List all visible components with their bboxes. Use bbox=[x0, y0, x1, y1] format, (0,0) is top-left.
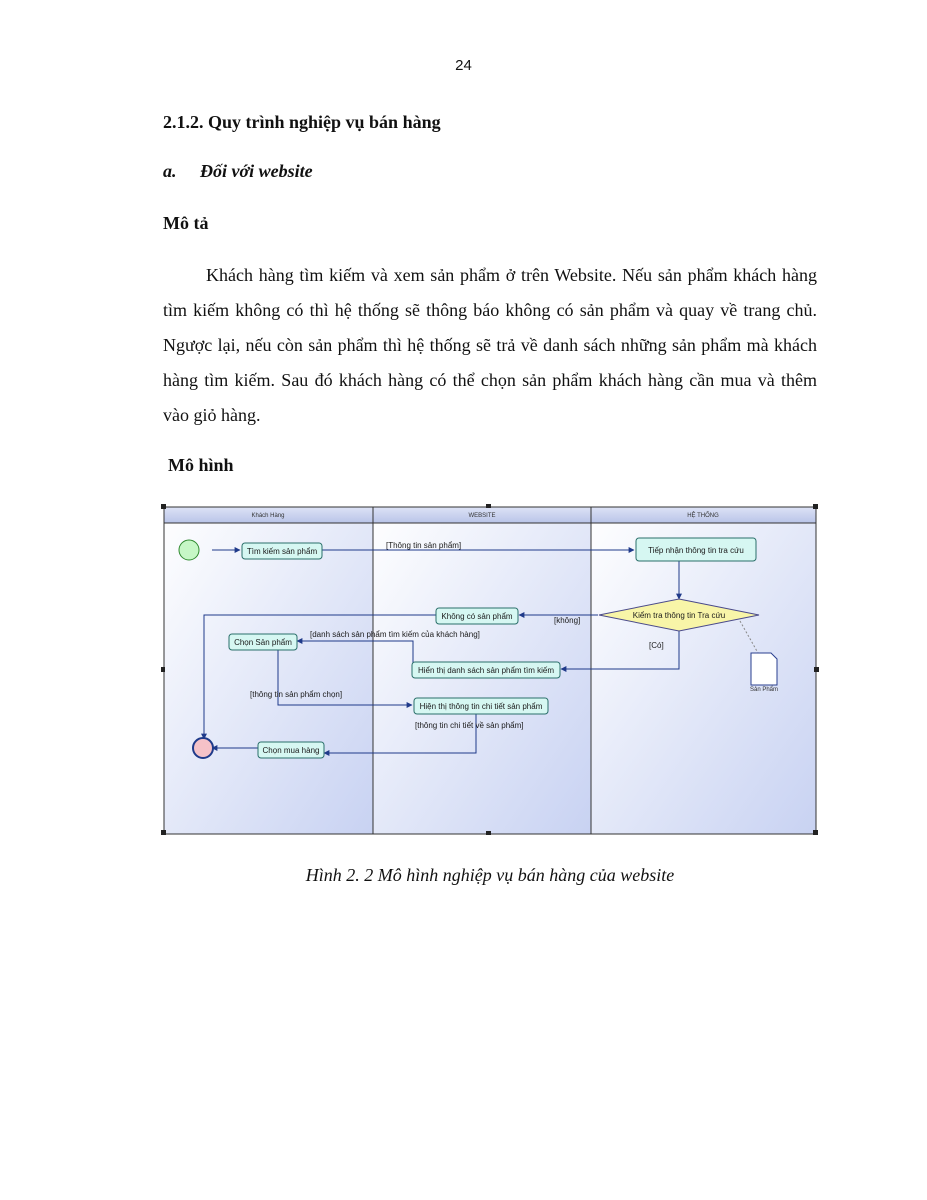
flow-label-chosen-info: [thông tin sản phẩm chọn] bbox=[250, 690, 343, 699]
section-heading: 2.1.2. Quy trình nghiệp vụ bán hàng bbox=[163, 112, 441, 132]
subsection-label: a. bbox=[163, 161, 177, 181]
object-product-label: Sản Phẩm bbox=[749, 687, 779, 693]
description-paragraph: Khách hàng tìm kiếm và xem sản phẩm ở trên Website. Nếu sản phẩm khách hàng tìm kiếm không có thì hệ thống sẽ thông báo không có sản phẩm và quay về trang chủ. Ngược lại, nếu còn sản phẩm thì hệ thống sẽ trả về danh sách những sản phẩm mà khách hàng tìm kiếm. Sau đó khách hàng có thể chọn sản phẩm khách hàng cần mua và thêm vào giỏ hàng. bbox=[163, 265, 817, 425]
activity-choose-buy-label: Chọn mua hàng bbox=[262, 746, 320, 755]
figure-caption: Hình 2. 2 Mô hình nghiệp vụ bán hàng của website bbox=[305, 865, 675, 885]
lane-label-customer: Khách Hàng bbox=[251, 513, 285, 519]
description-heading: Mô tả bbox=[163, 213, 209, 233]
page-number: 24 bbox=[455, 57, 472, 74]
lane-label-website: WEBSITE bbox=[468, 513, 496, 519]
model-heading: Mô hình bbox=[168, 455, 234, 475]
flow-label-detail-info: [thông tin chi tiết về sản phẩm] bbox=[415, 721, 524, 730]
activity-show-detail-label: Hiện thị thông tin chi tiết sản phẩm bbox=[419, 702, 543, 711]
activity-diagram bbox=[160, 503, 820, 836]
activity-show-list-label: Hiển thị danh sách sản phẩm tìm kiếm bbox=[417, 666, 555, 675]
activity-choose-product-label: Chọn Sản phẩm bbox=[234, 638, 292, 647]
subsection-heading bbox=[163, 161, 313, 182]
flow-label-search-list: [danh sách sản phẩm tìm kiếm của khách hàng] bbox=[310, 630, 480, 639]
flow-label-product-info: [Thông tin sản phẩm] bbox=[386, 541, 462, 550]
flow-label-yes: [Có] bbox=[649, 641, 664, 650]
activity-receive-label: Tiếp nhận thông tin tra cứu bbox=[648, 546, 744, 555]
activity-search-label: Tìm kiếm sản phẩm bbox=[246, 547, 318, 556]
subsection-title: Đối với website bbox=[200, 161, 313, 181]
lane-label-system: HỆ THỐNG bbox=[687, 513, 719, 519]
flow-label-no: [không] bbox=[554, 616, 581, 625]
decision-label: Kiểm tra thông tin Tra cứu bbox=[632, 611, 726, 620]
object-product bbox=[751, 653, 777, 685]
end-node bbox=[193, 738, 213, 758]
start-node bbox=[179, 540, 199, 560]
activity-not-found-label: Không có sản phẩm bbox=[441, 612, 513, 621]
